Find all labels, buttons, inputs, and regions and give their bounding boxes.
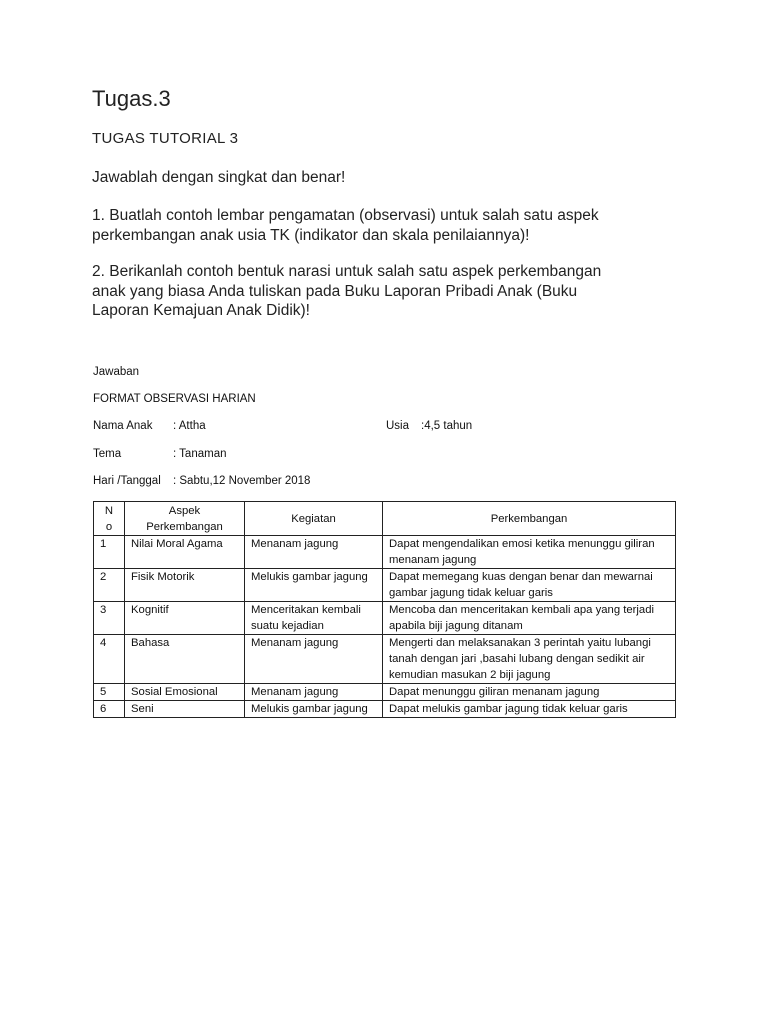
row-kegiatan: Menanam jagung bbox=[245, 635, 383, 684]
header-no-line-2: o bbox=[105, 520, 113, 533]
table-row bbox=[94, 536, 676, 569]
header-aspek-line-1: Aspek bbox=[168, 504, 201, 517]
row-aspek: Fisik Motorik bbox=[125, 569, 245, 602]
theme-row bbox=[93, 448, 227, 460]
row-kegiatan: Menanam jagung bbox=[245, 684, 383, 701]
row-no: 6 bbox=[94, 701, 125, 718]
row-no: 3 bbox=[94, 602, 125, 635]
header-perkembangan: Perkembangan bbox=[383, 502, 676, 536]
row-aspek: Kognitif bbox=[125, 602, 245, 635]
header-kegiatan: Kegiatan bbox=[245, 502, 383, 536]
document-title: Tugas.3 bbox=[92, 86, 171, 111]
row-perkembangan: Dapat menunggu giliran menanam jagung bbox=[383, 684, 676, 701]
child-name-label: Nama Anak bbox=[93, 420, 153, 432]
question-1-line-1: 1. Buatlah contoh lembar pengamatan (observasi) untuk salah satu aspek bbox=[92, 207, 599, 224]
table-row bbox=[94, 602, 676, 635]
row-perkembangan: Mengerti dan melaksanakan 3 perintah yaitu lubangi tanah dengan jari ,basahi lubang dengan sedikit air kemudian masukan 2 biji jagung bbox=[383, 635, 676, 684]
question-2-line-1: 2. Berikanlah contoh bentuk narasi untuk salah satu aspek perkembangan bbox=[92, 263, 602, 280]
instruction-text: Jawablah dengan singkat dan benar! bbox=[92, 169, 346, 186]
header-aspek bbox=[125, 502, 245, 536]
age-row bbox=[386, 420, 472, 432]
row-no: 2 bbox=[94, 569, 125, 602]
question-2-line-2: anak yang biasa Anda tuliskan pada Buku Laporan Pribadi Anak (Buku bbox=[92, 282, 578, 300]
age-value: :4,5 tahun bbox=[421, 420, 473, 432]
observation-table bbox=[93, 501, 676, 718]
child-name-value: : Attha bbox=[173, 420, 206, 432]
row-no: 4 bbox=[94, 635, 125, 684]
table-row bbox=[94, 569, 676, 602]
form-title: FORMAT OBSERVASI HARIAN bbox=[93, 393, 256, 405]
date-row bbox=[93, 475, 310, 487]
table-row bbox=[94, 701, 676, 718]
table-header-row bbox=[94, 502, 676, 536]
row-aspek: Sosial Emosional bbox=[125, 684, 245, 701]
question-1 bbox=[92, 206, 692, 245]
row-perkembangan: Dapat mengendalikan emosi ketika menunggu giliran menanam jagung bbox=[383, 536, 676, 569]
row-kegiatan: Melukis gambar jagung bbox=[245, 701, 383, 718]
header-no-line-1: N bbox=[104, 504, 114, 517]
table-row bbox=[94, 635, 676, 684]
row-kegiatan: Menanam jagung bbox=[245, 536, 383, 569]
question-2-line-3: Laporan Kemajuan Anak Didik)! bbox=[92, 302, 310, 319]
table-row bbox=[94, 684, 676, 701]
theme-label: Tema bbox=[93, 448, 122, 460]
child-name-row bbox=[93, 420, 206, 432]
document-subtitle: TUGAS TUTORIAL 3 bbox=[92, 130, 239, 147]
row-aspek: Seni bbox=[125, 701, 245, 718]
row-kegiatan: Menceritakan kembali suatu kejadian bbox=[245, 602, 383, 635]
row-no: 1 bbox=[94, 536, 125, 569]
row-kegiatan: Melukis gambar jagung bbox=[245, 569, 383, 602]
question-2 bbox=[92, 262, 692, 321]
header-aspek-line-2: Perkembangan bbox=[146, 520, 223, 533]
row-perkembangan: Mencoba dan menceritakan kembali apa yang terjadi apabila biji jagung ditanam bbox=[383, 602, 676, 635]
date-value: : Sabtu,12 November 2018 bbox=[173, 475, 311, 487]
row-aspek: Bahasa bbox=[125, 635, 245, 684]
row-perkembangan: Dapat melukis gambar jagung tidak keluar garis bbox=[383, 701, 676, 718]
header-no bbox=[94, 502, 125, 536]
question-1-line-2: perkembangan anak usia TK (indikator dan skala penilaiannya)! bbox=[92, 226, 530, 244]
row-perkembangan: Dapat memegang kuas dengan benar dan mewarnai gambar jagung tidak keluar garis bbox=[383, 569, 676, 602]
date-label: Hari /Tanggal bbox=[93, 475, 161, 487]
row-no: 5 bbox=[94, 684, 125, 701]
row-aspek: Nilai Moral Agama bbox=[125, 536, 245, 569]
theme-value: : Tanaman bbox=[173, 448, 227, 460]
age-label: Usia bbox=[386, 420, 410, 432]
answer-label: Jawaban bbox=[93, 366, 140, 378]
